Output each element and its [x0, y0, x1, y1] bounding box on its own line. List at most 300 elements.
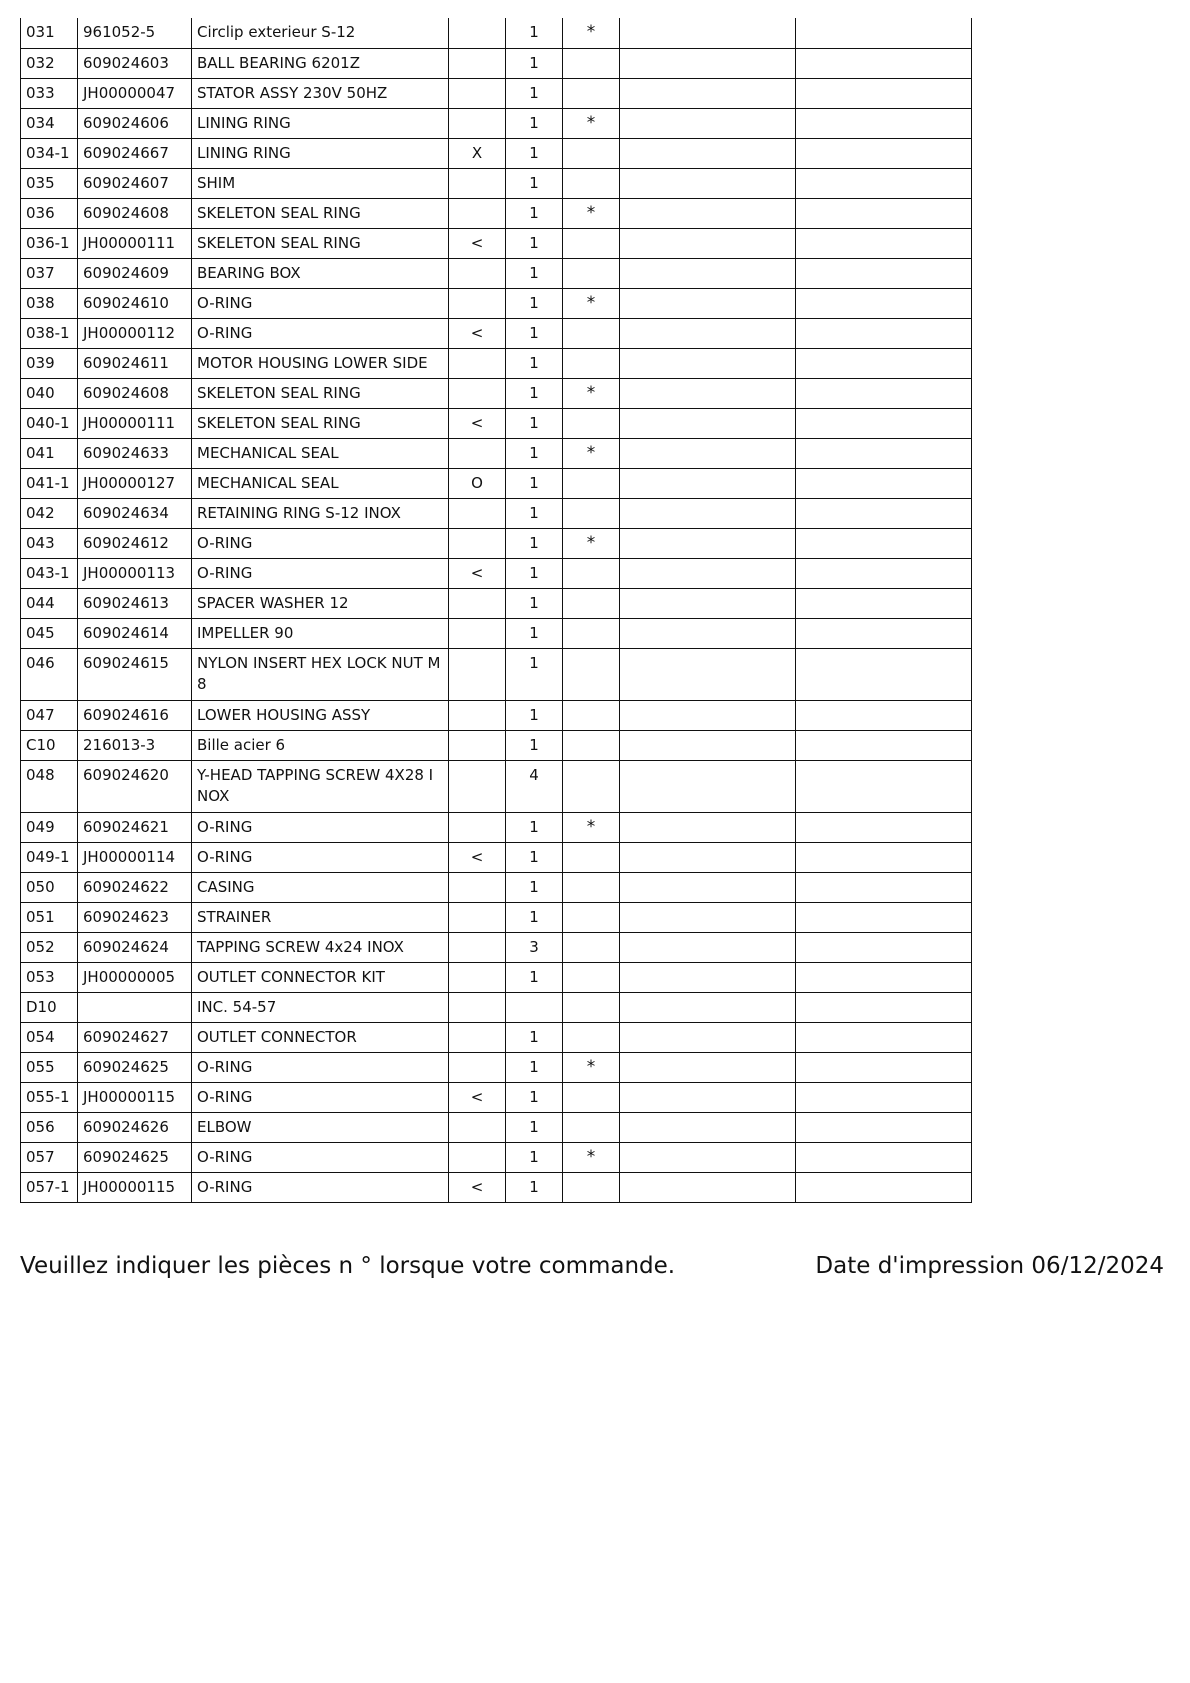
- table-row: [21, 1022, 972, 1052]
- table-row: [21, 1172, 972, 1202]
- cell-reference: 609024611: [78, 348, 192, 378]
- cell-position: 055-1: [21, 1082, 78, 1112]
- cell-position: 056: [21, 1112, 78, 1142]
- cell-reference: 609024607: [78, 168, 192, 198]
- cell-position: 042: [21, 498, 78, 528]
- cell-description: LOWER HOUSING ASSY: [192, 700, 449, 730]
- cell-quantity: 1: [506, 108, 563, 138]
- cell-quantity: 1: [506, 842, 563, 872]
- cell-code: [449, 78, 506, 108]
- cell-mark: *: [563, 812, 620, 842]
- cell-description: O-RING: [192, 1172, 449, 1202]
- cell-code: [449, 48, 506, 78]
- cell-position: 034: [21, 108, 78, 138]
- cell-empty: [620, 700, 796, 730]
- cell-code: [449, 730, 506, 760]
- cell-position: 047: [21, 700, 78, 730]
- cell-mark: *: [563, 378, 620, 408]
- cell-reference: 609024623: [78, 902, 192, 932]
- cell-mark: [563, 1022, 620, 1052]
- cell-empty: [620, 1022, 796, 1052]
- table-row: [21, 498, 972, 528]
- table-row: [21, 872, 972, 902]
- cell-code: [449, 348, 506, 378]
- cell-quantity: 1: [506, 1082, 563, 1112]
- cell-reference: 609024609: [78, 258, 192, 288]
- cell-description: RETAINING RING S-12 INOX: [192, 498, 449, 528]
- cell-description: O-RING: [192, 288, 449, 318]
- cell-description: SKELETON SEAL RING: [192, 378, 449, 408]
- cell-reference: 609024633: [78, 438, 192, 468]
- cell-reference: JH00000047: [78, 78, 192, 108]
- cell-reference: JH00000115: [78, 1172, 192, 1202]
- cell-mark: *: [563, 108, 620, 138]
- cell-position: 031: [21, 18, 78, 48]
- cell-reference: 609024620: [78, 760, 192, 812]
- cell-quantity: 1: [506, 258, 563, 288]
- cell-code: [449, 108, 506, 138]
- cell-code: [449, 588, 506, 618]
- cell-position: D10: [21, 992, 78, 1022]
- cell-description: O-RING: [192, 842, 449, 872]
- cell-mark: *: [563, 438, 620, 468]
- cell-empty: [796, 902, 972, 932]
- cell-empty: [620, 378, 796, 408]
- cell-empty: [620, 258, 796, 288]
- cell-description: OUTLET CONNECTOR KIT: [192, 962, 449, 992]
- cell-quantity: 1: [506, 438, 563, 468]
- cell-code: [449, 1052, 506, 1082]
- cell-mark: [563, 872, 620, 902]
- cell-empty: [796, 138, 972, 168]
- cell-reference: 609024624: [78, 932, 192, 962]
- cell-empty: [796, 318, 972, 348]
- cell-empty: [620, 528, 796, 558]
- cell-code: [449, 932, 506, 962]
- cell-quantity: 1: [506, 902, 563, 932]
- table-row: [21, 348, 972, 378]
- cell-position: 051: [21, 902, 78, 932]
- cell-mark: [563, 48, 620, 78]
- cell-empty: [620, 78, 796, 108]
- cell-quantity: 1: [506, 408, 563, 438]
- table-row: [21, 138, 972, 168]
- cell-description: MOTOR HOUSING LOWER SIDE: [192, 348, 449, 378]
- table-row: [21, 318, 972, 348]
- cell-empty: [796, 498, 972, 528]
- cell-quantity: 1: [506, 1142, 563, 1172]
- cell-mark: *: [563, 528, 620, 558]
- cell-empty: [620, 902, 796, 932]
- cell-quantity: 1: [506, 648, 563, 700]
- cell-empty: [796, 648, 972, 700]
- cell-code: [449, 528, 506, 558]
- cell-description: TAPPING SCREW 4x24 INOX: [192, 932, 449, 962]
- cell-mark: [563, 258, 620, 288]
- cell-empty: [796, 18, 972, 48]
- cell-quantity: 1: [506, 1052, 563, 1082]
- cell-mark: [563, 498, 620, 528]
- cell-mark: *: [563, 18, 620, 48]
- cell-code: [449, 648, 506, 700]
- cell-description: OUTLET CONNECTOR: [192, 1022, 449, 1052]
- cell-quantity: 1: [506, 48, 563, 78]
- cell-position: 044: [21, 588, 78, 618]
- cell-position: 045: [21, 618, 78, 648]
- table-row: [21, 228, 972, 258]
- cell-empty: [796, 438, 972, 468]
- cell-reference: 609024625: [78, 1142, 192, 1172]
- cell-empty: [796, 558, 972, 588]
- cell-empty: [620, 932, 796, 962]
- cell-empty: [796, 962, 972, 992]
- cell-reference: 609024610: [78, 288, 192, 318]
- cell-description: SKELETON SEAL RING: [192, 408, 449, 438]
- cell-quantity: 1: [506, 138, 563, 168]
- cell-reference: 609024606: [78, 108, 192, 138]
- cell-description: CASING: [192, 872, 449, 902]
- table-row: [21, 558, 972, 588]
- cell-empty: [620, 228, 796, 258]
- cell-code: <: [449, 318, 506, 348]
- cell-quantity: 4: [506, 760, 563, 812]
- cell-description: SPACER WASHER 12: [192, 588, 449, 618]
- cell-position: 036: [21, 198, 78, 228]
- cell-position: 040: [21, 378, 78, 408]
- table-row: [21, 730, 972, 760]
- footer-order-note: Veuillez indiquer les pièces n ° lorsque votre commande.: [20, 1253, 676, 1279]
- cell-description: SHIM: [192, 168, 449, 198]
- cell-empty: [620, 48, 796, 78]
- cell-quantity: 1: [506, 468, 563, 498]
- cell-empty: [796, 258, 972, 288]
- cell-position: 057-1: [21, 1172, 78, 1202]
- cell-description: STRAINER: [192, 902, 449, 932]
- table-row: [21, 78, 972, 108]
- table-row: [21, 760, 972, 812]
- cell-empty: [620, 1052, 796, 1082]
- cell-position: 052: [21, 932, 78, 962]
- cell-description: O-RING: [192, 1052, 449, 1082]
- footer-print-date: Date d'impression 06/12/2024: [815, 1253, 1164, 1279]
- cell-position: 043-1: [21, 558, 78, 588]
- cell-reference: JH00000111: [78, 408, 192, 438]
- cell-empty: [796, 1112, 972, 1142]
- cell-position: 054: [21, 1022, 78, 1052]
- cell-empty: [620, 760, 796, 812]
- table-row: [21, 528, 972, 558]
- cell-empty: [796, 700, 972, 730]
- cell-quantity: 1: [506, 198, 563, 228]
- cell-description: Circlip exterieur S-12: [192, 18, 449, 48]
- cell-empty: [796, 872, 972, 902]
- cell-empty: [620, 468, 796, 498]
- cell-position: 041-1: [21, 468, 78, 498]
- table-row: [21, 588, 972, 618]
- table-row: [21, 378, 972, 408]
- cell-reference: JH00000112: [78, 318, 192, 348]
- cell-reference: JH00000005: [78, 962, 192, 992]
- cell-mark: [563, 962, 620, 992]
- cell-description: Y-HEAD TAPPING SCREW 4X28 INOX: [192, 760, 449, 812]
- cell-mark: [563, 842, 620, 872]
- cell-mark: [563, 648, 620, 700]
- cell-empty: [620, 438, 796, 468]
- cell-position: 037: [21, 258, 78, 288]
- table-row: [21, 288, 972, 318]
- cell-quantity: 1: [506, 318, 563, 348]
- cell-empty: [620, 1112, 796, 1142]
- cell-empty: [620, 730, 796, 760]
- table-row: [21, 992, 972, 1022]
- cell-mark: [563, 760, 620, 812]
- cell-reference: 609024615: [78, 648, 192, 700]
- cell-empty: [620, 1172, 796, 1202]
- cell-position: 036-1: [21, 228, 78, 258]
- cell-quantity: 1: [506, 168, 563, 198]
- cell-quantity: 1: [506, 348, 563, 378]
- cell-empty: [620, 812, 796, 842]
- cell-empty: [796, 228, 972, 258]
- cell-mark: *: [563, 1052, 620, 1082]
- cell-mark: [563, 992, 620, 1022]
- cell-reference: 609024634: [78, 498, 192, 528]
- cell-code: [449, 962, 506, 992]
- cell-empty: [620, 408, 796, 438]
- cell-reference: JH00000114: [78, 842, 192, 872]
- cell-reference: 216013-3: [78, 730, 192, 760]
- cell-position: 038: [21, 288, 78, 318]
- cell-description: O-RING: [192, 558, 449, 588]
- cell-quantity: 1: [506, 730, 563, 760]
- cell-reference: 609024616: [78, 700, 192, 730]
- table-row: [21, 648, 972, 700]
- table-row: [21, 932, 972, 962]
- cell-code: [449, 812, 506, 842]
- cell-reference: 609024614: [78, 618, 192, 648]
- cell-code: <: [449, 1082, 506, 1112]
- cell-empty: [796, 348, 972, 378]
- cell-empty: [796, 730, 972, 760]
- cell-code: O: [449, 468, 506, 498]
- cell-reference: 609024622: [78, 872, 192, 902]
- cell-empty: [796, 108, 972, 138]
- cell-description: MECHANICAL SEAL: [192, 438, 449, 468]
- cell-empty: [620, 318, 796, 348]
- cell-code: [449, 198, 506, 228]
- cell-mark: *: [563, 288, 620, 318]
- cell-reference: 609024608: [78, 198, 192, 228]
- cell-reference: 961052-5: [78, 18, 192, 48]
- parts-table-body: [21, 18, 972, 1202]
- cell-code: X: [449, 138, 506, 168]
- cell-empty: [796, 1022, 972, 1052]
- table-row: [21, 168, 972, 198]
- cell-empty: [796, 932, 972, 962]
- cell-position: 049-1: [21, 842, 78, 872]
- cell-description: INC. 54-57: [192, 992, 449, 1022]
- cell-position: 057: [21, 1142, 78, 1172]
- cell-empty: [796, 468, 972, 498]
- cell-empty: [620, 872, 796, 902]
- table-row: [21, 1112, 972, 1142]
- cell-empty: [620, 18, 796, 48]
- cell-description: O-RING: [192, 1082, 449, 1112]
- cell-quantity: 1: [506, 1022, 563, 1052]
- table-row: [21, 812, 972, 842]
- cell-empty: [620, 648, 796, 700]
- cell-empty: [620, 348, 796, 378]
- cell-code: <: [449, 408, 506, 438]
- table-row: [21, 618, 972, 648]
- cell-empty: [796, 168, 972, 198]
- cell-reference: 609024626: [78, 1112, 192, 1142]
- cell-mark: [563, 138, 620, 168]
- cell-quantity: 1: [506, 872, 563, 902]
- table-row: [21, 48, 972, 78]
- cell-mark: [563, 168, 620, 198]
- table-row: [21, 258, 972, 288]
- cell-code: [449, 18, 506, 48]
- cell-quantity: 1: [506, 558, 563, 588]
- cell-description: STATOR ASSY 230V 50HZ: [192, 78, 449, 108]
- cell-position: 032: [21, 48, 78, 78]
- cell-mark: [563, 932, 620, 962]
- cell-empty: [796, 760, 972, 812]
- cell-reference: JH00000127: [78, 468, 192, 498]
- cell-mark: [563, 700, 620, 730]
- cell-description: Bille acier 6: [192, 730, 449, 760]
- cell-mark: [563, 468, 620, 498]
- cell-code: <: [449, 1172, 506, 1202]
- cell-description: SKELETON SEAL RING: [192, 198, 449, 228]
- cell-mark: [563, 1082, 620, 1112]
- cell-empty: [796, 618, 972, 648]
- cell-mark: [563, 408, 620, 438]
- cell-description: MECHANICAL SEAL: [192, 468, 449, 498]
- cell-mark: [563, 1172, 620, 1202]
- cell-code: [449, 1112, 506, 1142]
- cell-mark: [563, 228, 620, 258]
- cell-code: <: [449, 228, 506, 258]
- cell-quantity: [506, 992, 563, 1022]
- cell-code: [449, 992, 506, 1022]
- cell-position: 048: [21, 760, 78, 812]
- cell-description: NYLON INSERT HEX LOCK NUT M8: [192, 648, 449, 700]
- cell-mark: [563, 558, 620, 588]
- cell-description: O-RING: [192, 318, 449, 348]
- cell-reference: 609024613: [78, 588, 192, 618]
- cell-empty: [620, 168, 796, 198]
- cell-empty: [620, 962, 796, 992]
- cell-empty: [796, 1142, 972, 1172]
- cell-empty: [796, 288, 972, 318]
- cell-mark: *: [563, 198, 620, 228]
- cell-position: 043: [21, 528, 78, 558]
- cell-code: [449, 438, 506, 468]
- cell-empty: [796, 198, 972, 228]
- cell-reference: JH00000111: [78, 228, 192, 258]
- cell-quantity: 1: [506, 700, 563, 730]
- cell-reference: 609024667: [78, 138, 192, 168]
- cell-empty: [796, 992, 972, 1022]
- cell-empty: [796, 1052, 972, 1082]
- cell-position: 040-1: [21, 408, 78, 438]
- cell-code: [449, 902, 506, 932]
- cell-mark: [563, 618, 620, 648]
- cell-code: <: [449, 842, 506, 872]
- cell-reference: 609024603: [78, 48, 192, 78]
- cell-empty: [620, 1142, 796, 1172]
- cell-empty: [620, 138, 796, 168]
- cell-position: C10: [21, 730, 78, 760]
- cell-quantity: 1: [506, 78, 563, 108]
- cell-empty: [620, 618, 796, 648]
- cell-quantity: 1: [506, 228, 563, 258]
- cell-code: [449, 288, 506, 318]
- cell-quantity: 1: [506, 812, 563, 842]
- cell-quantity: 1: [506, 618, 563, 648]
- cell-description: ELBOW: [192, 1112, 449, 1142]
- table-row: [21, 902, 972, 932]
- cell-position: 046: [21, 648, 78, 700]
- cell-position: 033: [21, 78, 78, 108]
- cell-mark: *: [563, 1142, 620, 1172]
- table-row: [21, 18, 972, 48]
- cell-quantity: 1: [506, 378, 563, 408]
- cell-position: 034-1: [21, 138, 78, 168]
- cell-code: <: [449, 558, 506, 588]
- table-row: [21, 962, 972, 992]
- cell-code: [449, 760, 506, 812]
- table-row: [21, 468, 972, 498]
- cell-description: IMPELLER 90: [192, 618, 449, 648]
- cell-empty: [620, 1082, 796, 1112]
- cell-reference: 609024627: [78, 1022, 192, 1052]
- cell-position: 038-1: [21, 318, 78, 348]
- cell-code: [449, 700, 506, 730]
- cell-position: 035: [21, 168, 78, 198]
- cell-code: [449, 618, 506, 648]
- cell-empty: [796, 842, 972, 872]
- table-row: [21, 842, 972, 872]
- cell-description: SKELETON SEAL RING: [192, 228, 449, 258]
- table-row: [21, 408, 972, 438]
- cell-empty: [796, 1172, 972, 1202]
- table-row: [21, 198, 972, 228]
- cell-code: [449, 168, 506, 198]
- cell-quantity: 1: [506, 1172, 563, 1202]
- cell-empty: [620, 558, 796, 588]
- cell-description: LINING RING: [192, 138, 449, 168]
- cell-code: [449, 872, 506, 902]
- cell-empty: [620, 842, 796, 872]
- cell-reference: 609024608: [78, 378, 192, 408]
- cell-position: 050: [21, 872, 78, 902]
- cell-code: [449, 498, 506, 528]
- cell-empty: [796, 78, 972, 108]
- cell-empty: [796, 1082, 972, 1112]
- cell-empty: [796, 528, 972, 558]
- cell-description: LINING RING: [192, 108, 449, 138]
- cell-reference: JH00000115: [78, 1082, 192, 1112]
- cell-description: O-RING: [192, 812, 449, 842]
- cell-quantity: 1: [506, 962, 563, 992]
- cell-mark: [563, 1112, 620, 1142]
- cell-position: 041: [21, 438, 78, 468]
- cell-quantity: 1: [506, 498, 563, 528]
- cell-reference: 609024621: [78, 812, 192, 842]
